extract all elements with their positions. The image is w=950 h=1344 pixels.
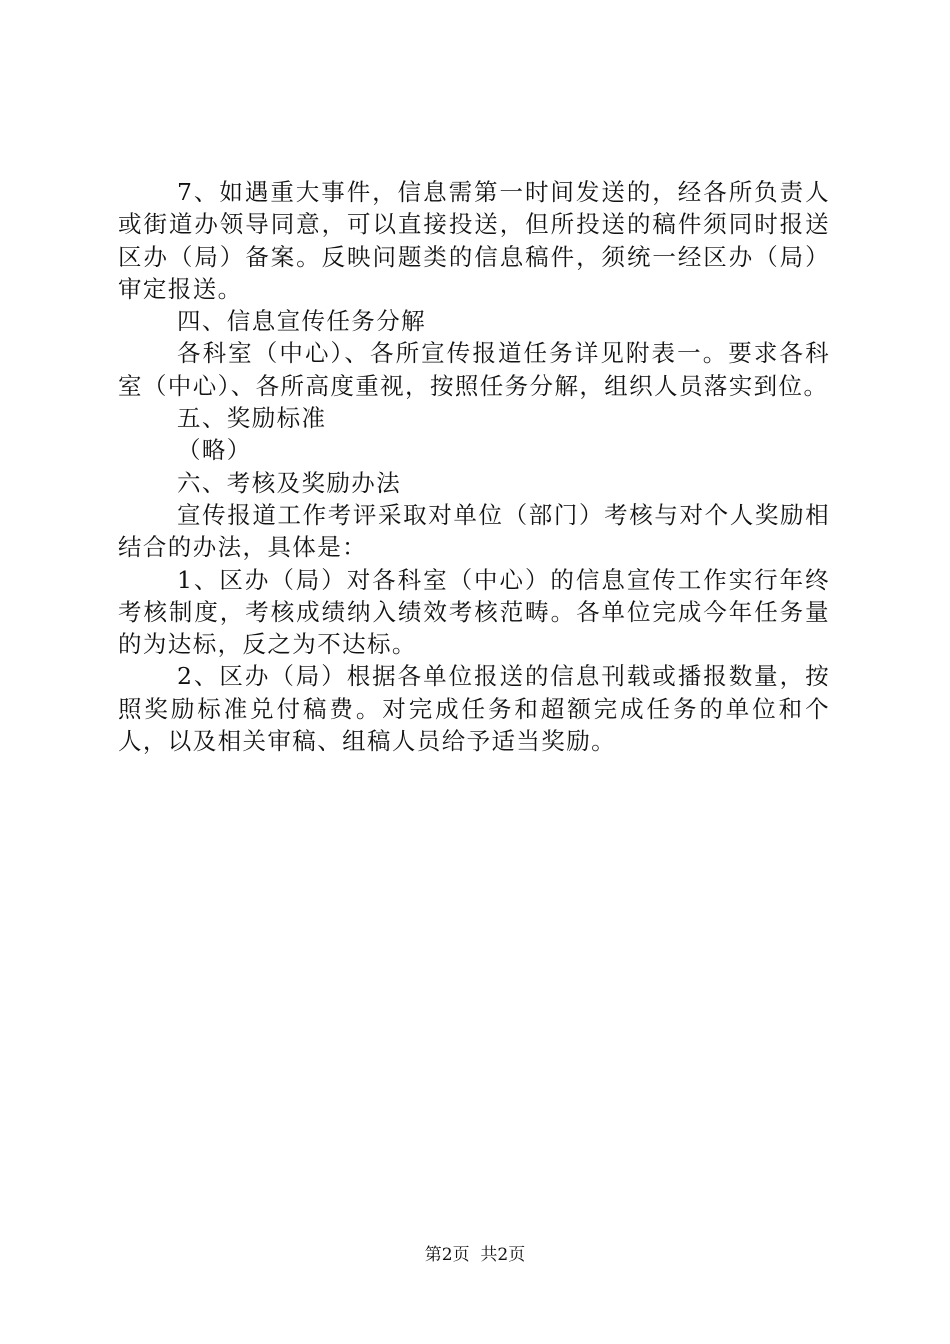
paragraph-assessment-intro: 宣传报道工作考评采取对单位（部门）考核与对个人奖励相结合的办法，具体是： xyxy=(118,500,830,562)
paragraph-omitted-note: （略） xyxy=(177,436,252,465)
section-heading-reward-standard: 五、奖励标准 xyxy=(177,404,327,433)
section-heading-assessment: 六、考核及奖励办法 xyxy=(177,468,402,497)
paragraph-task-breakdown: 各科室（中心）、各所宣传报道任务详见附表一。要求各科室（中心）、各所高度重视，按照任务分解，组织人员落实到位。 xyxy=(118,339,830,400)
paragraph-assessment-item-1: 1、区办（局）对各科室（中心）的信息宣传工作实行年终考核制度，考核成绩纳入绩效考核范畴。各单位完成今年任务量的为达标，反之为不达标。 xyxy=(118,565,830,659)
paragraph-assessment-item-2: 2、区办（局）根据各单位报送的信息刊载或播报数量，按照奖励标准兑付稿费。对完成任务和超额完成任务的单位和个人，以及相关审稿、组稿人员给予适当奖励。 xyxy=(118,662,830,756)
page-footer xyxy=(0,1244,950,1266)
document-body xyxy=(118,176,830,757)
paragraph-item-7: 7、如遇重大事件，信息需第一时间发送的，经各所负责人或街道办领导同意，可以直接投送，但所投送的稿件须同时报送区办（局）备案。反映问题类的信息稿件，须统一经区办（局）审定报送。 xyxy=(118,178,830,303)
section-heading-task-breakdown: 四、信息宣传任务分解 xyxy=(177,307,426,336)
page-number-label: 第2页 共2页 xyxy=(424,1245,526,1265)
